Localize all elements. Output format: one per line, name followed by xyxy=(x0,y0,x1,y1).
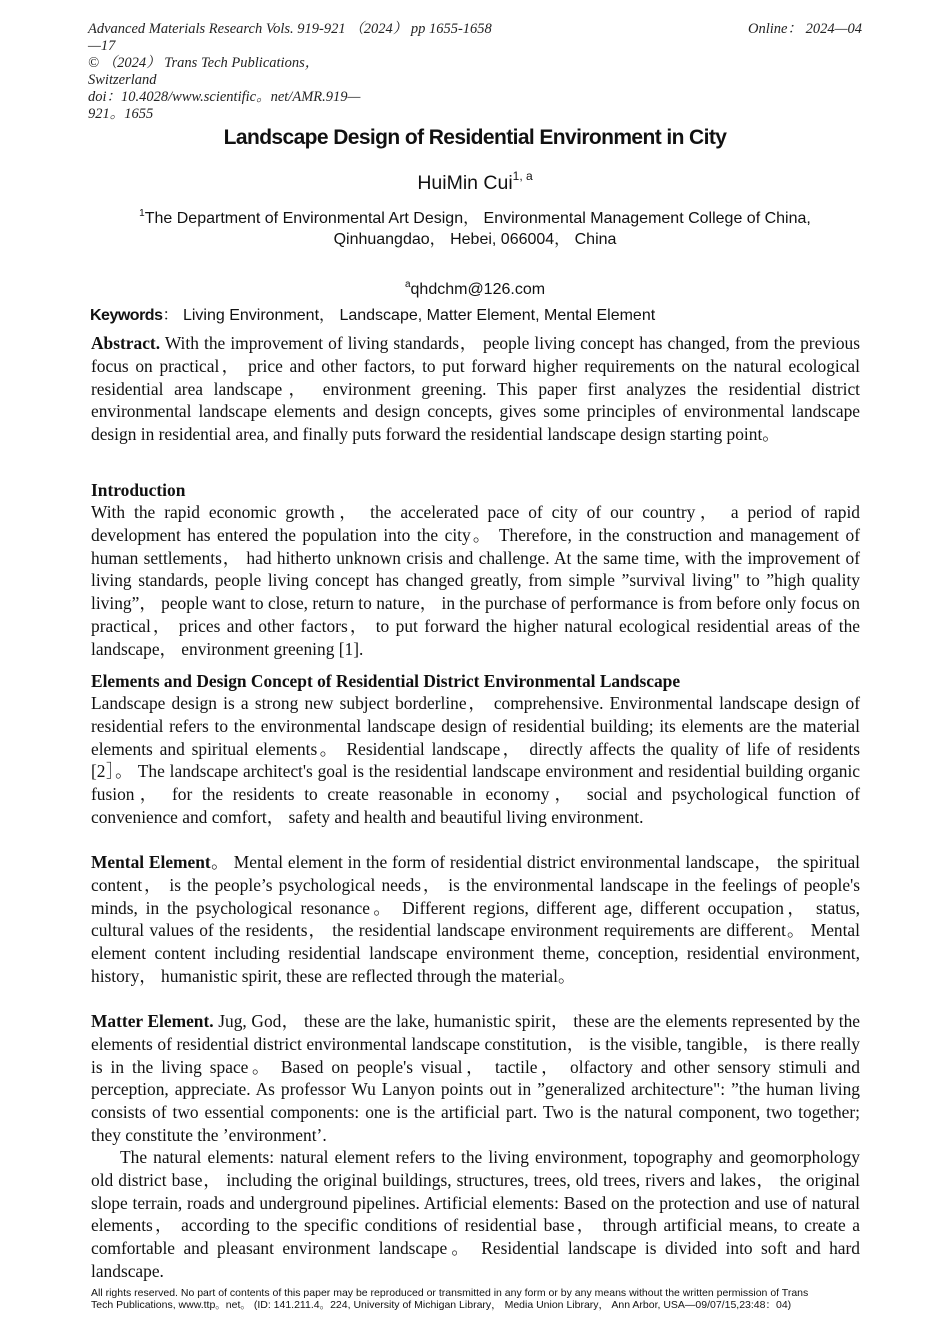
matter-element-paragraph xyxy=(91,1010,860,1147)
abstract-label: Abstract. xyxy=(91,333,161,353)
keywords xyxy=(90,302,860,325)
matter-element-label: Matter Element. xyxy=(91,1011,214,1031)
paper-title: Landscape Design of Residential Environment in City xyxy=(223,126,727,149)
affiliation-line-2: Qinhuangdao， Hebei, 066004， China xyxy=(333,230,617,248)
keywords-separator: ： xyxy=(162,307,179,324)
natural-elements-paragraph: The natural elements: natural element refers to the living environment, topography and geomorphology old district base， including the original buildings, structures, trees, old trees, rivers and lakes， the original slope terrain, roads and underground pipelines. Artificial elements: Based on the protection and use of natural elements， according to the specific conditions of residential base， through artificial means, to create a comfortable and pleasant environment landscape。 Residential landscape is divided into soft and hard landscape. xyxy=(91,1147,860,1281)
footer-line-2: Tech Publications, www.ttp。net。 (ID: 141.211.4。224, University of Michigan Library， Media Union Library， Ann Arbor, USA—09/07/15,23:48：04) xyxy=(91,1299,792,1311)
email-superscript: a xyxy=(404,279,411,290)
doi-line-cont: 921。1655 xyxy=(88,106,154,122)
copyright-location: Switzerland xyxy=(88,72,157,88)
author-email xyxy=(90,281,860,299)
elements-paragraph: Landscape design is a strong new subject borderline， comprehensive. Environmental landscape design of residential refers to the environmental landscape design of residential building; its elements are the material elements and spiritual elements。 Residential landscape， directly affects the quality of life of residents [2］。 The landscape architect's goal is the residential landscape environment and residential building organic fusion， for the residents to create reasonable in economy， social and psychological function of convenience and comfort， safety and health and beautiful living environment. xyxy=(91,693,860,827)
copyright-footer xyxy=(91,1287,871,1311)
footer-line-1: All rights reserved. No part of contents of this paper may be reproduced or transmitted in any form or by any means without the written permission of Trans xyxy=(91,1287,809,1299)
keywords-label: Keywords xyxy=(90,307,163,324)
keywords-value: Living Environment， Landscape, Matter Element, Mental Element xyxy=(182,307,656,324)
journal-citation-cont: —17 xyxy=(88,38,116,54)
affiliation xyxy=(90,209,860,250)
online-date: Online： 2024—04 xyxy=(748,21,862,37)
affiliation-line-1: The Department of Environmental Art Design， Environmental Management College of China, xyxy=(144,210,811,227)
mental-element-paragraph xyxy=(91,851,860,988)
copyright-line: © （2024） Trans Tech Publications， xyxy=(88,55,320,71)
affiliation-superscript: 1 xyxy=(139,208,145,219)
abstract xyxy=(91,332,860,446)
journal-header xyxy=(88,21,548,123)
introduction-paragraph: With the rapid economic growth， the accelerated pace of city of our country， a period of rapid development has entered the population into the city。 Therefore, in the construction and management of human settlements， had hitherto unknown crisis and challenge. At the same time, with the improvement of living standards, people living concept has changed greatly, from simple ”survival living" to ”high quality living”， people want to close, return to nature， in the purchase of performance is from before only focus on practical， prices and other factors， to put forward the higher natural ecological residential areas of the landscape， environment greening [1]. xyxy=(91,502,860,659)
doi-line: doi：10.4028/www.scientific。net/AMR.919— xyxy=(88,89,361,105)
author-superscript: 1, a xyxy=(512,169,533,183)
author xyxy=(90,169,860,195)
abstract-text: With the improvement of living standards， people living concept has changed, from the previous focus on practical， price and other factors, to put forward higher requirements on the natural ecological residential area landscape， environment greening. This paper first analyzes the residential district environmental landscape elements and design concepts, gives some principles of environmental landscape design in residential area, and finally puts forward the residential landscape design starting point。 xyxy=(91,333,860,445)
section-heading-introduction: Introduction xyxy=(91,480,186,500)
matter-element-text: Jug, God， these are the lake, humanistic spirit， these are the elements represented by the elements of residential district environmental landscape constitution， is the visible, tangible， is there really is in the living space。 Based on people's visual， tactile， olfactory and other sensory stimuli and perception, appreciate. As professor Wu Lanyon points out in ”generalized architecture": ”the human living consists of two essential components: one is the artificial part. Two is the natural component, two together; they constitute the ’environment’. xyxy=(91,1011,860,1145)
section-heading-elements: Elements and Design Concept of Residential District Environmental Landscape xyxy=(91,671,681,691)
email-address[interactable]: qhdchm@126.com xyxy=(410,281,546,298)
author-name: HuiMin Cui xyxy=(417,172,513,194)
journal-citation: Advanced Materials Research Vols. 919-921 （2024） pp 1655-1658 xyxy=(88,21,492,37)
mental-element-text: 。 Mental element in the form of residential district environmental landscape， the spiritual content， is the people’s psychological needs， is the environmental landscape in the feelings of people's minds, in the psychological resonance。 Different regions, different age, different occupation， status, cultural values of the residents， the residential landscape environment requirements are different。 Mental element content including residential landscape environment theme, conception, residential environment, history， humanistic spirit, these are reflected through the material。 xyxy=(91,852,860,986)
mental-element-label: Mental Element xyxy=(91,852,211,872)
